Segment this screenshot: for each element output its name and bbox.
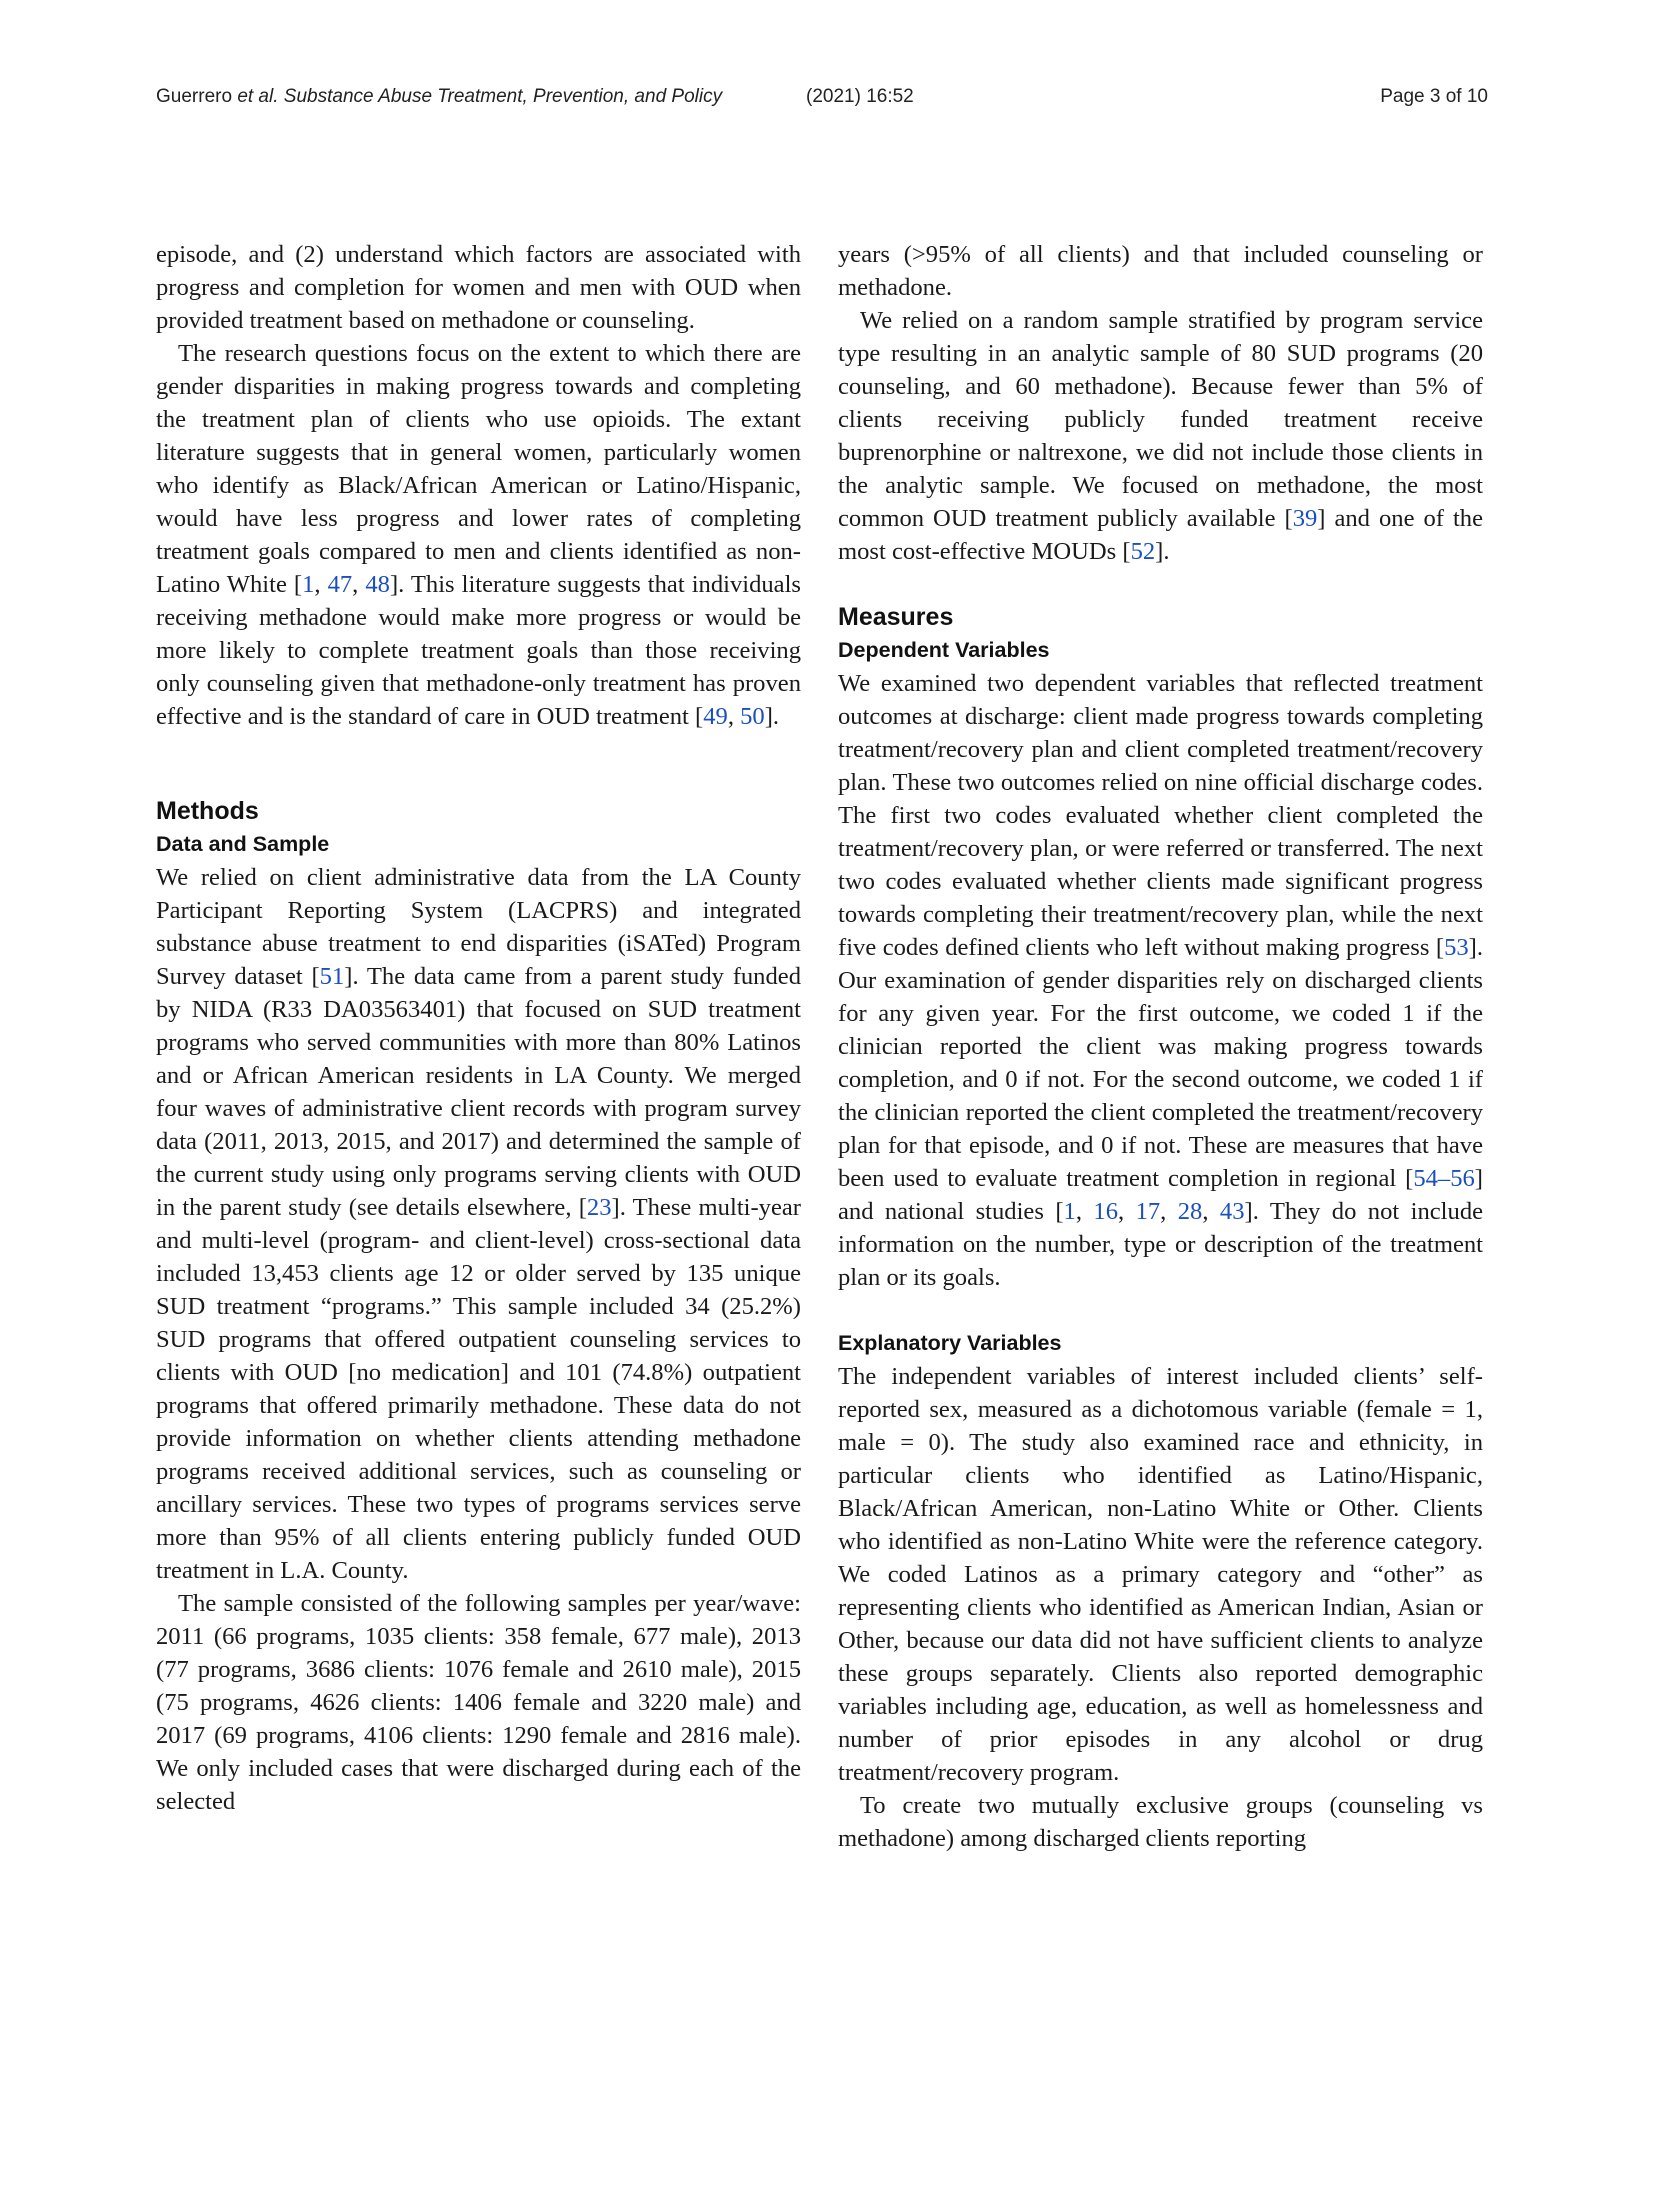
paragraph: We relied on client administrative data from the LA County Participant Reporting System (LACPRS) and integrated substance abuse treatment to end disparities (iSATed) Program Survey dataset [51]. The data came from a parent study funded by NIDA (R33 DA03563401) that focused on SUD treatment programs who served communities with more than 80% Latinos and or African American residents in LA County. We merged four waves of administrative client records with program survey data (2011, 2013, 2015, and 2017) and determined the sample of the current study using only programs serving clients with OUD in the parent study (see details elsewhere, [23]. These multi-year and multi-level (program- and client-level) cross-sectional data included 13,453 clients age 12 or older served by 135 unique SUD treatment “programs.” This sample included 34 (25.2%) SUD programs that offered outpatient counseling services to clients with OUD [no medication] and 101 (74.8%) outpatient programs that offered primarily methadone. These data do not provide information on whether clients attending methadone programs received additional services, such as counseling or ancillary services. These two types of programs services serve more than 95% of all clients entering publicly funded OUD treatment in L.A. County. — [156, 864, 801, 1584]
paragraph: The sample consisted of the following samples per year/wave: 2011 (66 programs, 1035 clients: 358 female, 677 male), 2013 (77 programs, 3686 clients: 1076 female and 2610 male), 2015 (75 programs, 4626 clients: 1406 female and 3220 male) and 2017 (69 programs, 4106 clients: 1290 female and 2816 male). We only included cases that were discharged during each of the selected — [156, 1590, 801, 1815]
citation-link[interactable]: 17 — [1135, 1198, 1161, 1225]
citation-link[interactable]: 54–56 — [1413, 1165, 1475, 1192]
paragraph: To create two mutually exclusive groups (counseling vs methadone) among discharged clients reporting — [838, 1792, 1483, 1852]
citation-link[interactable]: 48 — [365, 571, 390, 598]
citation-link[interactable]: 43 — [1219, 1198, 1245, 1225]
citation-link[interactable]: 28 — [1177, 1198, 1203, 1225]
left-column — [156, 238, 801, 1818]
citation-link[interactable]: 50 — [740, 703, 765, 730]
paragraph: We relied on a random sample stratified by program service type resulting in an analytic sample of 80 SUD programs (20 counseling, and 60 methadone). Because fewer than 5% of clients receiving publicly funded treatment receive buprenorphine or naltrexone, we did not include those clients in the analytic sample. We focused on methadone, the most common OUD treatment publicly available [39] and one of the most cost-effective MOUDs [52]. — [838, 307, 1483, 565]
section-heading-methods: Methods — [156, 797, 259, 825]
citation-link[interactable]: 23 — [586, 1194, 612, 1221]
header-citation — [156, 86, 722, 108]
subsection-heading-data-sample: Data and Sample — [156, 832, 330, 856]
paragraph: episode, and (2) understand which factors are associated with progress and completion for women and men with OUD when provided treatment based on methadone or counseling. — [156, 241, 801, 334]
running-header — [156, 86, 1488, 116]
citation-link[interactable]: 49 — [703, 703, 728, 730]
header-year-volume: (2021) 16:52 — [806, 86, 914, 107]
paragraph: years (>95% of all clients) and that included counseling or methadone. — [838, 241, 1483, 301]
section-heading-measures: Measures — [838, 603, 954, 631]
citation-link[interactable]: 52 — [1130, 538, 1156, 565]
citation-link[interactable]: 39 — [1292, 505, 1318, 532]
header-journal: Substance Abuse Treatment, Prevention, and Policy — [278, 86, 723, 107]
paragraph: The independent variables of interest included clients’ self-reported sex, measured as a dichotomous variable (female = 1, male = 0). The study also examined race and ethnicity, in particular clients who identified as Latino/Hispanic, Black/African American, non-Latino White or Other. Clients who identified as non-Latino White were the reference category. We coded Latinos as a primary category and “other” as representing clients who identified as American Indian, Asian or Other, because our data did not have sufficient clients to analyze these groups separately. Clients also reported demographic variables including age, education, as well as homelessness and number of prior episodes in any alcohol or drug treatment/recovery program. — [838, 1363, 1483, 1786]
citation-link[interactable]: 1 — [302, 571, 315, 598]
right-column — [838, 238, 1483, 1855]
citation-link[interactable]: 16 — [1093, 1198, 1118, 1225]
citation-link[interactable]: 1 — [1063, 1198, 1076, 1225]
citation-link[interactable]: 53 — [1444, 934, 1469, 961]
header-et-al: et al. — [237, 86, 279, 107]
header-authors: Guerrero — [156, 86, 238, 107]
citation-link[interactable]: 47 — [327, 571, 353, 598]
subsection-heading-explanatory-variables: Explanatory Variables — [838, 1331, 1062, 1355]
header-page-number: Page 3 of 10 — [1380, 86, 1488, 107]
paragraph: The research questions focus on the extent to which there are gender disparities in making progress towards and completing the treatment plan of clients who use opioids. The extant literature suggests that in general women, particularly women who identify as Black/African American or Latino/Hispanic, would have less progress and lower rates of completing treatment goals compared to men and clients identified as non-Latino White [1, 47, 48]. This literature suggests that individuals receiving methadone would make more progress or would be more likely to complete treatment goals than those receiving only counseling given that methadone-only treatment has proven effective and is the standard of care in OUD treatment [49, 50]. — [156, 340, 802, 730]
citation-link[interactable]: 51 — [319, 963, 345, 990]
subsection-heading-dependent-variables: Dependent Variables — [838, 638, 1050, 662]
paragraph: We examined two dependent variables that reflected treatment outcomes at discharge: client made progress towards completing treatment/recovery plan and client completed treatment/recovery plan. These two outcomes relied on nine official discharge codes. The first two codes evaluated whether client completed the treatment/recovery plan, or were referred or transferred. The next two codes evaluated whether clients made significant progress towards completing their treatment/recovery plan, while the next five codes defined clients who left without making progress [53]. Our examination of gender disparities rely on discharged clients for any given year. For the first outcome, we coded 1 if the clinician reported the client was making progress towards completion, and 0 if not. For the second outcome, we coded 1 if the clinician reported the client completed the treatment/recovery plan for that episode, and 0 if not. These are measures that have been used to evaluate treatment completion in regional [54–56] and national studies [1, 16, 17, 28, 43]. They do not include information on the number, type or description of the treatment plan or its goals. — [838, 670, 1484, 1291]
